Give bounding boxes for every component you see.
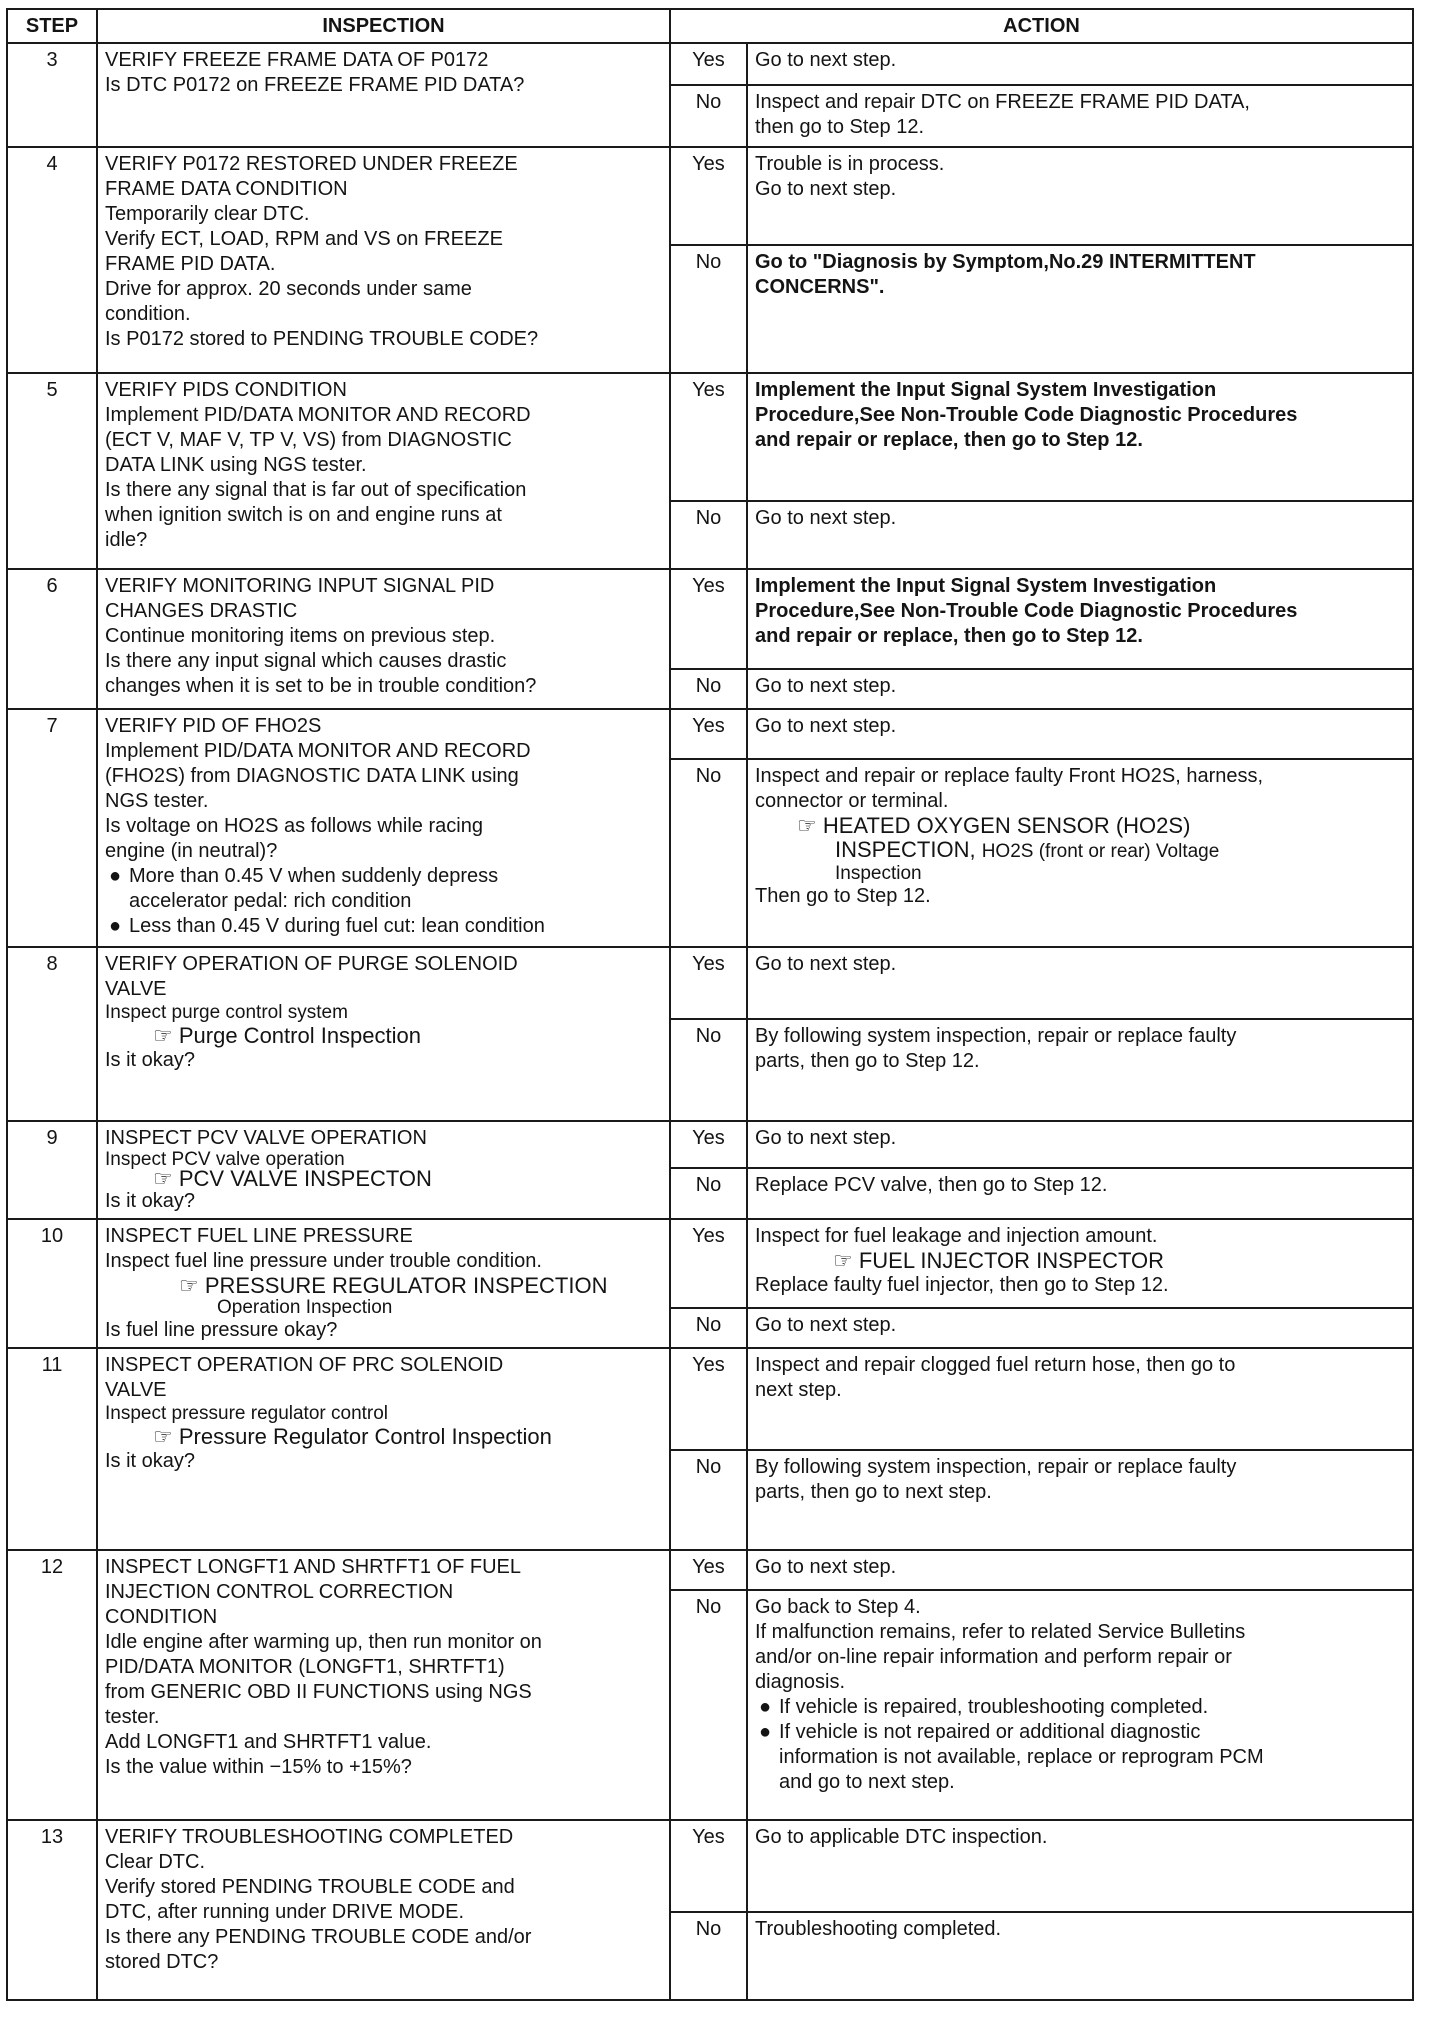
step-number: 12 <box>7 1550 97 1820</box>
yes-label: Yes <box>670 147 747 245</box>
inspection-title: VALVE <box>105 1379 167 1401</box>
no-action: Troubleshooting completed. <box>747 1912 1413 2000</box>
yes-action: Go to next step. <box>747 1550 1413 1590</box>
yes-label: Yes <box>670 43 747 85</box>
yes-label: Yes <box>670 1121 747 1168</box>
no-label: No <box>670 1019 747 1121</box>
inspection-title: INJECTION CONTROL CORRECTION <box>105 1581 454 1603</box>
no-label: No <box>670 1590 747 1820</box>
no-action: Go back to Step 4. If malfunction remains, refer to related Service Bulletins and/or on-line repair information and perform repair or diagnosis. ● If vehicle is repaired, troubleshooting completed. ● If vehicle is not repaired or additional diagnostic information is not available, replace or reprogram PCM and go to next step. <box>747 1590 1413 1820</box>
inspection-text: NGS tester. <box>105 790 209 812</box>
inspection-text: Idle engine after warming up, then run monitor on <box>105 1631 542 1653</box>
step-row <box>7 373 1413 501</box>
inspection-text: (FHO2S) from DIAGNOSTIC DATA LINK using <box>105 765 519 787</box>
inspection-text: Is the value within −15% to +15%? <box>105 1756 412 1778</box>
reference-link: ☞ Purge Control Inspection <box>153 1023 421 1048</box>
step-row <box>7 43 1413 85</box>
bullet-item: ● If vehicle is not repaired or additional diagnostic information is not available, replace or reprogram PCM and go to next step. <box>759 1721 1264 1793</box>
inspection-text: changes when it is set to be in trouble condition? <box>105 675 537 697</box>
inspection-text: Add LONGFT1 and SHRTFT1 value. <box>105 1731 432 1753</box>
step-number: 7 <box>7 709 97 947</box>
no-action: Replace PCV valve, then go to Step 12. <box>747 1168 1413 1219</box>
pointing-hand-icon: ☞ <box>179 1273 199 1298</box>
pointing-hand-icon: ☞ <box>797 813 817 838</box>
inspection-text: PID/DATA MONITOR (LONGFT1, SHRTFT1) <box>105 1656 505 1678</box>
pointing-hand-icon: ☞ <box>153 1166 173 1191</box>
inspection-title: VALVE <box>105 978 167 1000</box>
yes-label: Yes <box>670 1219 747 1308</box>
inspection-text: FRAME PID DATA. <box>105 253 276 275</box>
step-number: 4 <box>7 147 97 373</box>
inspection-text: Inspect pressure regulator control <box>105 1403 389 1424</box>
inspection-text: Implement PID/DATA MONITOR AND RECORD <box>105 404 531 426</box>
inspection-text: Inspect fuel line pressure under trouble condition. <box>105 1250 542 1272</box>
no-action: Inspect and repair or replace faulty Front HO2S, harness, connector or terminal. ☞ HEATED OXYGEN SENSOR (HO2S) INSPECTION, HO2S (front or rear) Voltage Inspection Then go to Step 12. <box>747 759 1413 947</box>
inspection-cell <box>97 1219 670 1348</box>
inspection-question: Is it okay? <box>105 1049 196 1071</box>
step-row <box>7 1550 1413 1590</box>
inspection-text: Implement PID/DATA MONITOR AND RECORD <box>105 740 531 762</box>
inspection-cell <box>97 1550 670 1820</box>
step-row <box>7 1820 1413 1912</box>
step-row <box>7 569 1413 669</box>
yes-label: Yes <box>670 373 747 501</box>
inspection-text: DATA LINK using NGS tester. <box>105 454 367 476</box>
no-action: Inspect and repair DTC on FREEZE FRAME PID DATA, then go to Step 12. <box>747 85 1413 147</box>
inspection-question: Is fuel line pressure okay? <box>105 1319 338 1341</box>
inspection-text: Is there any signal that is far out of specification <box>105 479 527 501</box>
step-row <box>7 947 1413 1019</box>
bullet-icon: ● <box>109 865 122 887</box>
no-label: No <box>670 1450 747 1550</box>
reference-link: ☞ Pressure Regulator Control Inspection <box>153 1424 552 1449</box>
inspection-text: engine (in neutral)? <box>105 840 278 862</box>
step-number: 9 <box>7 1121 97 1219</box>
bullet-item: ● If vehicle is repaired, troubleshooting completed. <box>759 1696 1209 1718</box>
step-row <box>7 709 1413 759</box>
inspection-text: DTC, after running under DRIVE MODE. <box>105 1901 465 1923</box>
inspection-text: Temporarily clear DTC. <box>105 203 310 225</box>
step-number: 3 <box>7 43 97 147</box>
yes-label: Yes <box>670 1820 747 1912</box>
yes-label: Yes <box>670 947 747 1019</box>
inspection-title: CHANGES DRASTIC <box>105 600 298 622</box>
reference-link: ☞ PRESSURE REGULATOR INSPECTION <box>179 1273 608 1298</box>
no-label: No <box>670 1168 747 1219</box>
inspection-text: Inspect purge control system <box>105 1002 348 1023</box>
no-label: No <box>670 1308 747 1348</box>
inspection-cell <box>97 947 670 1121</box>
inspection-text: Is voltage on HO2S as follows while racing <box>105 815 483 837</box>
inspection-title: VERIFY TROUBLESHOOTING COMPLETED <box>105 1826 514 1848</box>
inspection-title: VERIFY PIDS CONDITION <box>105 379 347 401</box>
yes-action: Implement the Input Signal System Investigation Procedure,See Non-Trouble Code Diagnostic Procedures and repair or replace, then go to Step 12. <box>747 569 1413 669</box>
yes-label: Yes <box>670 1550 747 1590</box>
yes-action: Go to next step. <box>747 947 1413 1019</box>
inspection-title: CONDITION <box>105 1606 218 1628</box>
step-number: 8 <box>7 947 97 1121</box>
inspection-cell <box>97 1348 670 1550</box>
inspection-text: Drive for approx. 20 seconds under same <box>105 278 472 300</box>
bullet-icon: ● <box>759 1696 772 1718</box>
inspection-title: INSPECT OPERATION OF PRC SOLENOID <box>105 1354 504 1376</box>
no-action: Go to next step. <box>747 1308 1413 1348</box>
step-row <box>7 1219 1413 1308</box>
no-label: No <box>670 501 747 569</box>
inspection-cell <box>97 43 670 147</box>
inspection-text: Clear DTC. <box>105 1851 206 1873</box>
step-number: 11 <box>7 1348 97 1550</box>
yes-action: Inspect for fuel leakage and injection amount. ☞ FUEL INJECTOR INSPECTOR Replace faulty fuel injector, then go to Step 12. <box>747 1219 1413 1308</box>
inspection-text: Operation Inspection <box>217 1297 393 1318</box>
inspection-text: Verify ECT, LOAD, RPM and VS on FREEZE <box>105 228 503 250</box>
no-action: Go to next step. <box>747 669 1413 709</box>
inspection-text: idle? <box>105 529 148 551</box>
no-action: Go to next step. <box>747 501 1413 569</box>
inspection-text: when ignition switch is on and engine runs at <box>105 504 502 526</box>
inspection-question: Is it okay? <box>105 1450 196 1472</box>
bullet-item: ● More than 0.45 V when suddenly depress accelerator pedal: rich condition <box>109 865 499 912</box>
yes-label: Yes <box>670 569 747 669</box>
no-label: No <box>670 759 747 947</box>
action-column-header: ACTION <box>670 9 1413 43</box>
inspection-text: tester. <box>105 1706 160 1728</box>
yes-action: Go to next step. <box>747 709 1413 759</box>
yes-action: Go to next step. <box>747 43 1413 85</box>
no-action: By following system inspection, repair or replace faulty parts, then go to Step 12. <box>747 1019 1413 1121</box>
step-number: 10 <box>7 1219 97 1348</box>
step-number: 5 <box>7 373 97 569</box>
yes-action: Inspect and repair clogged fuel return hose, then go to next step. <box>747 1348 1413 1450</box>
troubleshooting-table <box>6 8 1414 2001</box>
inspection-text: from GENERIC OBD II FUNCTIONS using NGS <box>105 1681 532 1703</box>
step-row <box>7 147 1413 245</box>
inspection-text: Continue monitoring items on previous step. <box>105 625 496 647</box>
pointing-hand-icon: ☞ <box>833 1248 853 1273</box>
inspection-title: VERIFY PID OF FHO2S <box>105 715 322 737</box>
inspection-text: Inspect PCV valve operation <box>105 1149 345 1170</box>
inspection-title: FRAME DATA CONDITION <box>105 178 348 200</box>
inspection-title: VERIFY OPERATION OF PURGE SOLENOID <box>105 953 518 975</box>
inspection-title: VERIFY FREEZE FRAME DATA OF P0172 <box>105 49 489 71</box>
inspection-cell <box>97 709 670 947</box>
inspection-text: stored DTC? <box>105 1951 219 1973</box>
step-row <box>7 1348 1413 1450</box>
pointing-hand-icon: ☞ <box>153 1424 173 1449</box>
reference-link: ☞ HEATED OXYGEN SENSOR (HO2S) <box>797 813 1191 838</box>
header-row <box>7 9 1413 43</box>
inspection-text: (ECT V, MAF V, TP V, VS) from DIAGNOSTIC <box>105 429 512 451</box>
inspection-cell <box>97 147 670 373</box>
inspection-text: Verify stored PENDING TROUBLE CODE and <box>105 1876 515 1898</box>
bullet-item: ● Less than 0.45 V during fuel cut: lean condition <box>109 915 545 937</box>
inspection-title: VERIFY P0172 RESTORED UNDER FREEZE <box>105 153 518 175</box>
inspection-cell <box>97 569 670 709</box>
inspection-title: INSPECT FUEL LINE PRESSURE <box>105 1225 413 1247</box>
yes-label: Yes <box>670 1348 747 1450</box>
inspection-cell <box>97 1820 670 2000</box>
no-label: No <box>670 85 747 147</box>
reference-link: ☞ PCV VALVE INSPECTON <box>153 1166 432 1191</box>
inspection-text: Is there any input signal which causes drastic <box>105 650 507 672</box>
inspection-column-header: INSPECTION <box>97 9 670 43</box>
yes-action: Go to applicable DTC inspection. <box>747 1820 1413 1912</box>
step-row <box>7 1121 1413 1168</box>
yes-action: Implement the Input Signal System Investigation Procedure,See Non-Trouble Code Diagnostic Procedures and repair or replace, then go to Step 12. <box>747 373 1413 501</box>
inspection-text: Is DTC P0172 on FREEZE FRAME PID DATA? <box>105 74 525 96</box>
inspection-text: Is there any PENDING TROUBLE CODE and/or <box>105 1926 532 1948</box>
inspection-title: INSPECT LONGFT1 AND SHRTFT1 OF FUEL <box>105 1556 521 1578</box>
yes-label: Yes <box>670 709 747 759</box>
inspection-question: Is it okay? <box>105 1190 196 1212</box>
no-label: No <box>670 1912 747 2000</box>
inspection-text: condition. <box>105 303 191 325</box>
step-number: 13 <box>7 1820 97 2000</box>
pointing-hand-icon: ☞ <box>153 1023 173 1048</box>
no-label: No <box>670 669 747 709</box>
bullet-icon: ● <box>759 1721 772 1743</box>
no-action: Go to "Diagnosis by Symptom,No.29 INTERMITTENT CONCERNS". <box>747 245 1413 373</box>
inspection-cell <box>97 373 670 569</box>
inspection-title: INSPECT PCV VALVE OPERATION <box>105 1127 427 1149</box>
no-action: By following system inspection, repair or replace faulty parts, then go to next step. <box>747 1450 1413 1550</box>
bullet-icon: ● <box>109 915 122 937</box>
reference-link: ☞ FUEL INJECTOR INSPECTOR <box>833 1248 1165 1273</box>
step-column-header: STEP <box>7 9 97 43</box>
inspection-cell <box>97 1121 670 1219</box>
yes-action: Go to next step. <box>747 1121 1413 1168</box>
inspection-text: Is P0172 stored to PENDING TROUBLE CODE? <box>105 328 539 350</box>
yes-action: Trouble is in process. Go to next step. <box>747 147 1413 245</box>
inspection-title: VERIFY MONITORING INPUT SIGNAL PID <box>105 575 495 597</box>
no-label: No <box>670 245 747 373</box>
step-number: 6 <box>7 569 97 709</box>
